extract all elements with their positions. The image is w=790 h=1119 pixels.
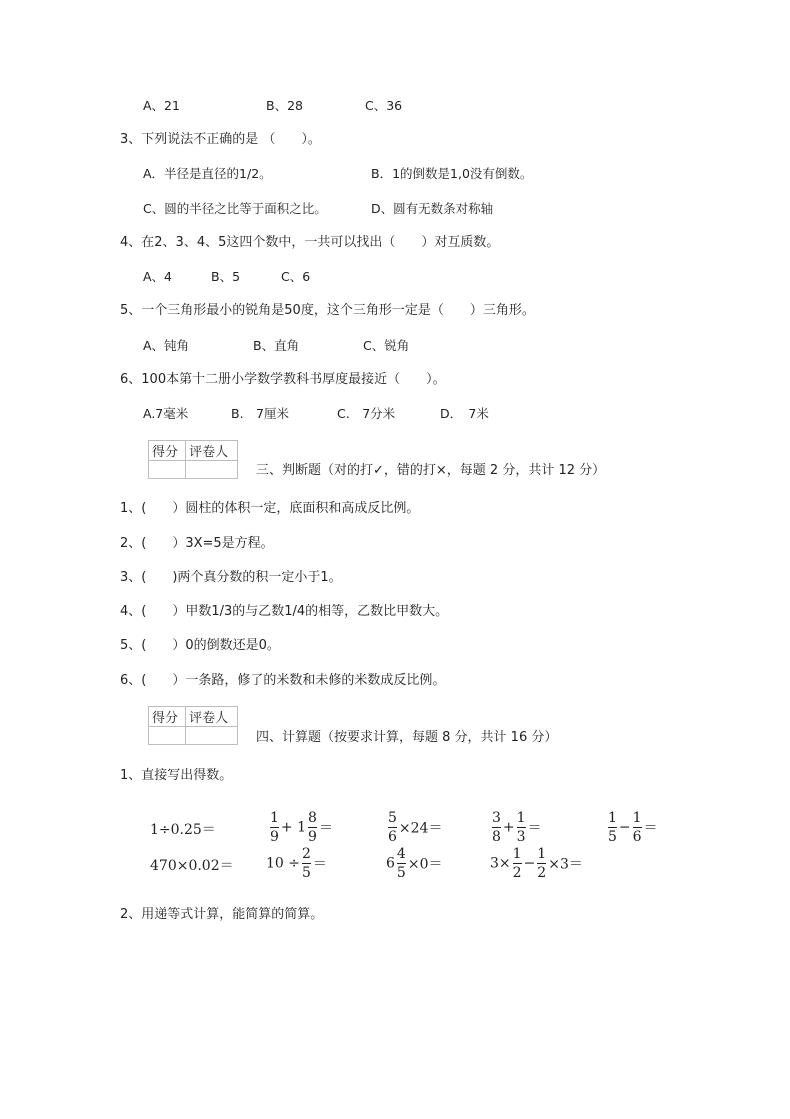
fraction xyxy=(517,810,526,845)
score-box xyxy=(148,706,238,745)
calc-question-2: 2、用递等式计算，能简算的简算。 xyxy=(120,907,324,922)
fraction xyxy=(308,810,317,845)
score-label: 得分 xyxy=(149,707,186,727)
operator: − xyxy=(523,855,536,872)
equals: ＝ xyxy=(643,820,658,837)
option-a: A、21 xyxy=(143,98,180,113)
score-cell xyxy=(149,461,186,479)
numerator: 1 xyxy=(537,846,547,862)
fraction xyxy=(388,810,397,845)
numerator: 8 xyxy=(308,810,317,826)
fraction xyxy=(397,846,406,881)
denominator: 5 xyxy=(608,829,617,845)
score-label: 得分 xyxy=(149,441,186,461)
question-3-stem: 3、下列说法不正确的是 （ ）。 xyxy=(120,132,321,147)
expression-1 xyxy=(150,819,216,839)
numerator: 2 xyxy=(302,846,311,862)
expression-2 xyxy=(268,810,333,845)
option-a: A.7毫米 xyxy=(143,406,189,421)
numerator: 5 xyxy=(388,810,397,826)
denominator: 5 xyxy=(302,865,311,881)
expression-9 xyxy=(490,846,583,881)
equals: ＝ xyxy=(312,856,327,873)
operator: ×24＝ xyxy=(398,820,443,837)
expression-5 xyxy=(606,810,658,845)
expression-3 xyxy=(386,810,442,845)
operator: − xyxy=(618,819,631,836)
denominator: 6 xyxy=(632,829,642,845)
expr-text: 470×0.02＝ xyxy=(150,858,234,874)
option-c: C、锐角 xyxy=(363,338,410,353)
fraction xyxy=(513,846,522,881)
fraction xyxy=(608,810,617,845)
option-c: C. 7分米 xyxy=(337,406,396,421)
option-d: D． 7米 xyxy=(440,406,489,421)
equals: ＝ xyxy=(318,820,333,837)
option-b: B、28 xyxy=(266,98,303,113)
numerator: 1 xyxy=(516,810,526,826)
option-b: B．1的倒数是1,0没有倒数。 xyxy=(371,166,533,181)
score-cell xyxy=(149,727,186,745)
denominator: 6 xyxy=(388,829,397,845)
operator: 10 ÷ xyxy=(266,855,300,872)
fraction xyxy=(270,810,279,845)
numerator: 1 xyxy=(512,846,522,862)
reviewer-label: 评卷人 xyxy=(186,707,238,727)
denominator: 3 xyxy=(516,829,526,845)
denominator: 2 xyxy=(512,865,522,881)
numerator: 1 xyxy=(632,810,642,826)
fraction xyxy=(492,810,501,845)
judge-item-1: 1、( ）圆柱的体积一定，底面积和高成反比例。 xyxy=(120,501,420,516)
numerator: 1 xyxy=(270,810,279,826)
option-c: C、6 xyxy=(281,269,311,284)
option-a: A、钝角 xyxy=(143,338,190,353)
operator: + 1 xyxy=(280,819,307,836)
whole-number: 6 xyxy=(386,855,395,872)
judge-item-4: 4、( ）甲数1/3的与乙数1/4的相等，乙数比甲数大。 xyxy=(120,604,449,619)
question-5-stem: 5、一个三角形最小的锐角是50度，这个三角形一定是（ ）三角形。 xyxy=(120,303,535,318)
numerator: 3 xyxy=(492,810,501,826)
expression-8 xyxy=(386,846,442,881)
option-b: B、直角 xyxy=(253,338,300,353)
numerator: 4 xyxy=(396,846,406,862)
score-box xyxy=(148,440,238,479)
judge-item-6: 6、( ）一条路，修了的米数和未修的米数成反比例。 xyxy=(120,673,446,688)
denominator: 2 xyxy=(537,865,547,881)
expr-text: 1÷0.25＝ xyxy=(150,822,216,838)
denominator: 8 xyxy=(492,829,501,845)
section-4-title: 四、计算题（按要求计算，每题 8 分，共计 16 分） xyxy=(256,730,558,745)
option-a: A、4 xyxy=(143,269,173,284)
reviewer-label: 评卷人 xyxy=(186,441,238,461)
operator: ×0＝ xyxy=(407,856,443,873)
expression-4 xyxy=(490,810,542,845)
judge-item-2: 2、( ）3X=5是方程。 xyxy=(120,536,274,551)
operator: ×3＝ xyxy=(548,856,583,873)
option-d: D、圆有无数条对称轴 xyxy=(371,201,494,216)
judge-item-3: 3、( )两个真分数的积一定小于1。 xyxy=(120,570,342,585)
option-b: B. 7厘米 xyxy=(231,406,290,421)
equals: ＝ xyxy=(527,820,542,837)
reviewer-cell xyxy=(186,727,238,745)
judge-item-5: 5、( ）0的倒数还是0。 xyxy=(120,638,280,653)
denominator: 5 xyxy=(396,865,406,881)
denominator: 9 xyxy=(308,829,317,845)
fraction xyxy=(633,810,642,845)
option-c: C、36 xyxy=(365,98,403,113)
expression-7 xyxy=(266,846,327,881)
question-4-stem: 4、在2、3、4、5这四个数中，一共可以找出（ ）对互质数。 xyxy=(120,235,500,250)
expression-6 xyxy=(150,855,234,875)
calc-question-1: 1、直接写出得数。 xyxy=(120,768,233,783)
option-c: C、圆的半径之比等于面积之比。 xyxy=(143,201,327,216)
numerator: 1 xyxy=(608,810,617,826)
option-a: A．半径是直径的1/2。 xyxy=(143,166,272,181)
option-b: B、5 xyxy=(211,269,241,284)
reviewer-cell xyxy=(186,461,238,479)
fraction xyxy=(537,846,546,881)
section-3-title: 三、判断题（对的打✓，错的打×，每题 2 分，共计 12 分） xyxy=(256,463,606,478)
denominator: 9 xyxy=(270,829,279,845)
operator: + xyxy=(502,819,515,836)
operator: 3× xyxy=(490,855,511,872)
question-6-stem: 6、100本第十二册小学数学教科书厚度最接近（ ）。 xyxy=(120,372,446,387)
fraction xyxy=(302,846,311,881)
